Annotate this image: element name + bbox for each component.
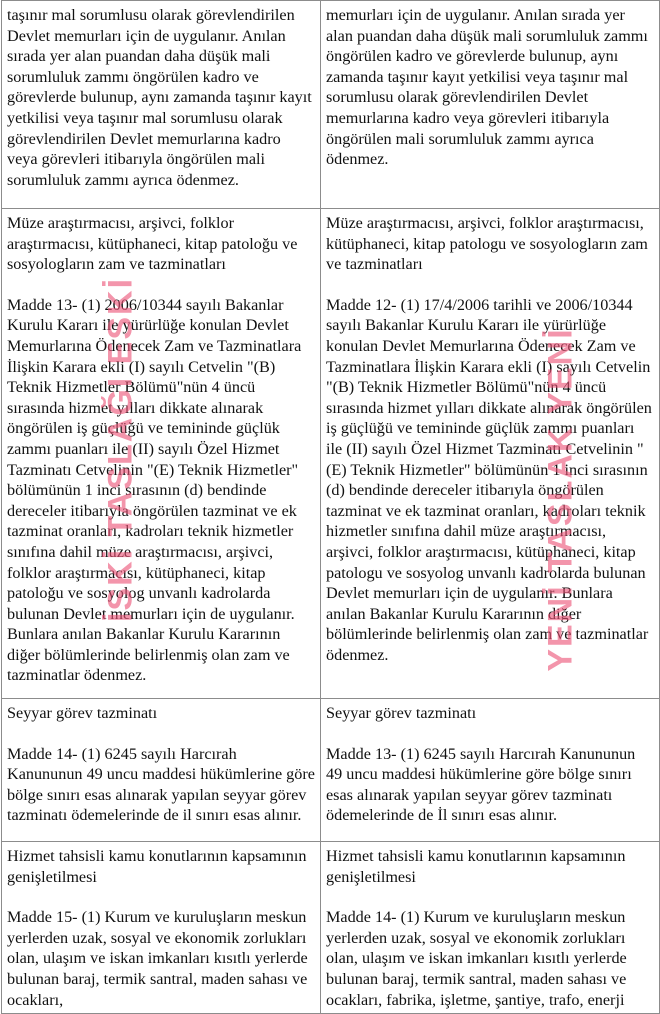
old-text-cell <box>2 699 321 842</box>
old-text-cell <box>2 209 321 699</box>
article-heading: Seyyar görev tazminatı <box>326 704 477 722</box>
article-body: Madde 15- (1) Kurum ve kuruluşların meskun yerlerden uzak, sosyal ve ekonomik zorlukları olan, ulaşım ve iskan imkanları kısıtlı yerlerde bulunan baraj, termik santral, maden sahası ve ocakları, <box>7 908 312 1009</box>
new-text-cell <box>321 1 660 209</box>
new-text-cell <box>321 209 660 699</box>
table-row <box>2 699 660 842</box>
table-row <box>2 209 660 699</box>
article-heading: Müze araştırmacısı, arşivci, folklor araştırmacısı, kütüphaneci, kitap patoloğu ve sosyologların zam ve tazminatları <box>7 214 302 274</box>
article-heading: Hizmet tahsisli kamu konutlarının kapsamının genişletilmesi <box>7 847 311 886</box>
table-row <box>2 1 660 209</box>
watermark-right: YENİ TASLAK YENİ <box>541 327 580 672</box>
article-body: Madde 14- (1) 6245 sayılı Harcırah Kanununun 49 uncu maddesi hükümlerine göre bölge sınırı esas alınarak yapılan seyyar görev tazminatı ödemelerinde de il sınırı esas alınır. <box>7 744 319 825</box>
article-body: Madde 12- (1) 17/4/2006 tarihli ve 2006/10344 sayılı Bakanlar Kurulu Kararı ile yürürlüğe konulan Devlet Memurlarına Ödenecek Zam ve Tazminatlara İlişkin Karara ekli (I) sayılı Cetvelin "(B) Teknik Hizmetler Bölümü"nün 4 üncü sırasında hizmet yılları dikkate alınarak öngörülen iş güçlüğü ve temininde güçlük zammı puanları ile (II) sayılı Özel Hizmet Tazminatı Cetvelinin "(E) Teknik Hizmetler" bölümünün 1 inci sırasının (d) bendinde dereceler itibarıyla öngörülen tazminat ve ek tazminat oranları, kadroları teknik hizmetler sınıfına dahil müze araştırmacısı, arşivci, folklor araştırmacısı, kütüphaneci, kitap patologu ve sosyolog unvanlı kadrolarda bulunan Devlet memurları için de uygulanır. Bunlara anılan Bakanlar Kurulu Kararının diğer bölümlerinde belirlenmiş olan zam ve tazminatlar ödenmez. <box>326 295 656 664</box>
document-page <box>1 0 659 1013</box>
paragraph: memurları için de uygulanır. Anılan sırada yer alan puandan daha düşük mali sorumluluk zammı öngörülen kadro ve görevlerde bulunup, aynı zamanda taşınır kayıt yetkilisi veya taşınır mal sorumlusu olarak görevlendirilen Devlet memurlarına kadro veya görevleri itibarıyla öngörülen mali sorumluluk zammı ayrıca ödenmez. <box>326 6 652 169</box>
article-body: Madde 13- (1) 6245 sayılı Harcırah Kanununun 49 uncu maddesi hükümlerine göre bölge sınırı esas alınarak yapılan seyyar görev tazminatı ödemelerinde de İl sınırı esas alınır. <box>326 744 640 825</box>
old-text-cell <box>2 842 321 1014</box>
paragraph: taşınır mal sorumlusu olarak görevlendirilen Devlet memurları için de uygulanır. Anılan sırada yer alan puandan daha düşük mali sorumluluk zammı öngörülen kadro ve görevlerde bulunup, aynı zamanda taşınır kayıt yetkilisi veya taşınır mal sorumlusu olarak görevlendirilen Devlet memurlarına kadro veya görevleri itibarıyla öngörülen mali sorumluluk zammı ayrıca ödenmez. <box>7 6 316 189</box>
article-heading: Hizmet tahsisli kamu konutlarının kapsamının genişletilmesi <box>326 847 630 886</box>
article-heading: Seyyar görev tazminatı <box>7 704 158 722</box>
comparison-table <box>1 0 660 1014</box>
new-text-cell <box>321 842 660 1014</box>
new-text-cell <box>321 699 660 842</box>
old-text-cell <box>2 1 321 209</box>
watermark-left: İSKİ TASLAĞI ESKİ <box>101 276 140 623</box>
article-body: Madde 14- (1) Kurum ve kuruluşların meskun yerlerden uzak, sosyal ve ekonomik zorlukları olan, ulaşım ve iskan imkanları kısıtlı yerlerde bulunan baraj, termik santral, maden sahası ve ocakları, fabrika, işletme, şantiye, trafo, enerji <box>326 908 631 1009</box>
article-body: Madde 13- (1) 2006/10344 sayılı Bakanlar Kurulu Kararı ile yürürlüğe konulan Devlet Memurlarına Ödenecek Zam ve Tazminatlara İlişkin Karara ekli (I) sayılı Cetvelin "(B) Teknik Hizmetler Bölümü"nün 4 üncü sırasında hizmet yılları dikkate alınarak öngörülen iş güçlüğü ve temininde güçlük zammı puanları ile (II) sayılı Özel Hizmet Tazminatı Cetvelinin "(E) Teknik Hizmetler" bölümünün 1 inci sırasının (d) bendinde dereceler itibarıyla öngörülen tazminat ve ek tazminat oranları, kadroları teknik hizmetler sınıfına dahil müze araştırmacısı, arşivci, folklor araştırmacısı, kütüphaneci, kitap patoloğu ve sosyolog unvanlı kadrolarda bulunan Devlet memurları için de uygulanır. Bunlara anılan Bakanlar Kurulu Kararının diğer bölümlerinde belirlenmiş olan zam ve tazminatlar ödenmez. <box>7 295 306 685</box>
article-heading: Müze araştırmacısı, arşivci, folklor araştırmacısı, kütüphaneci, kitap patologu ve sosyologların zam ve tazminatları <box>326 214 652 274</box>
table-row <box>2 842 660 1014</box>
